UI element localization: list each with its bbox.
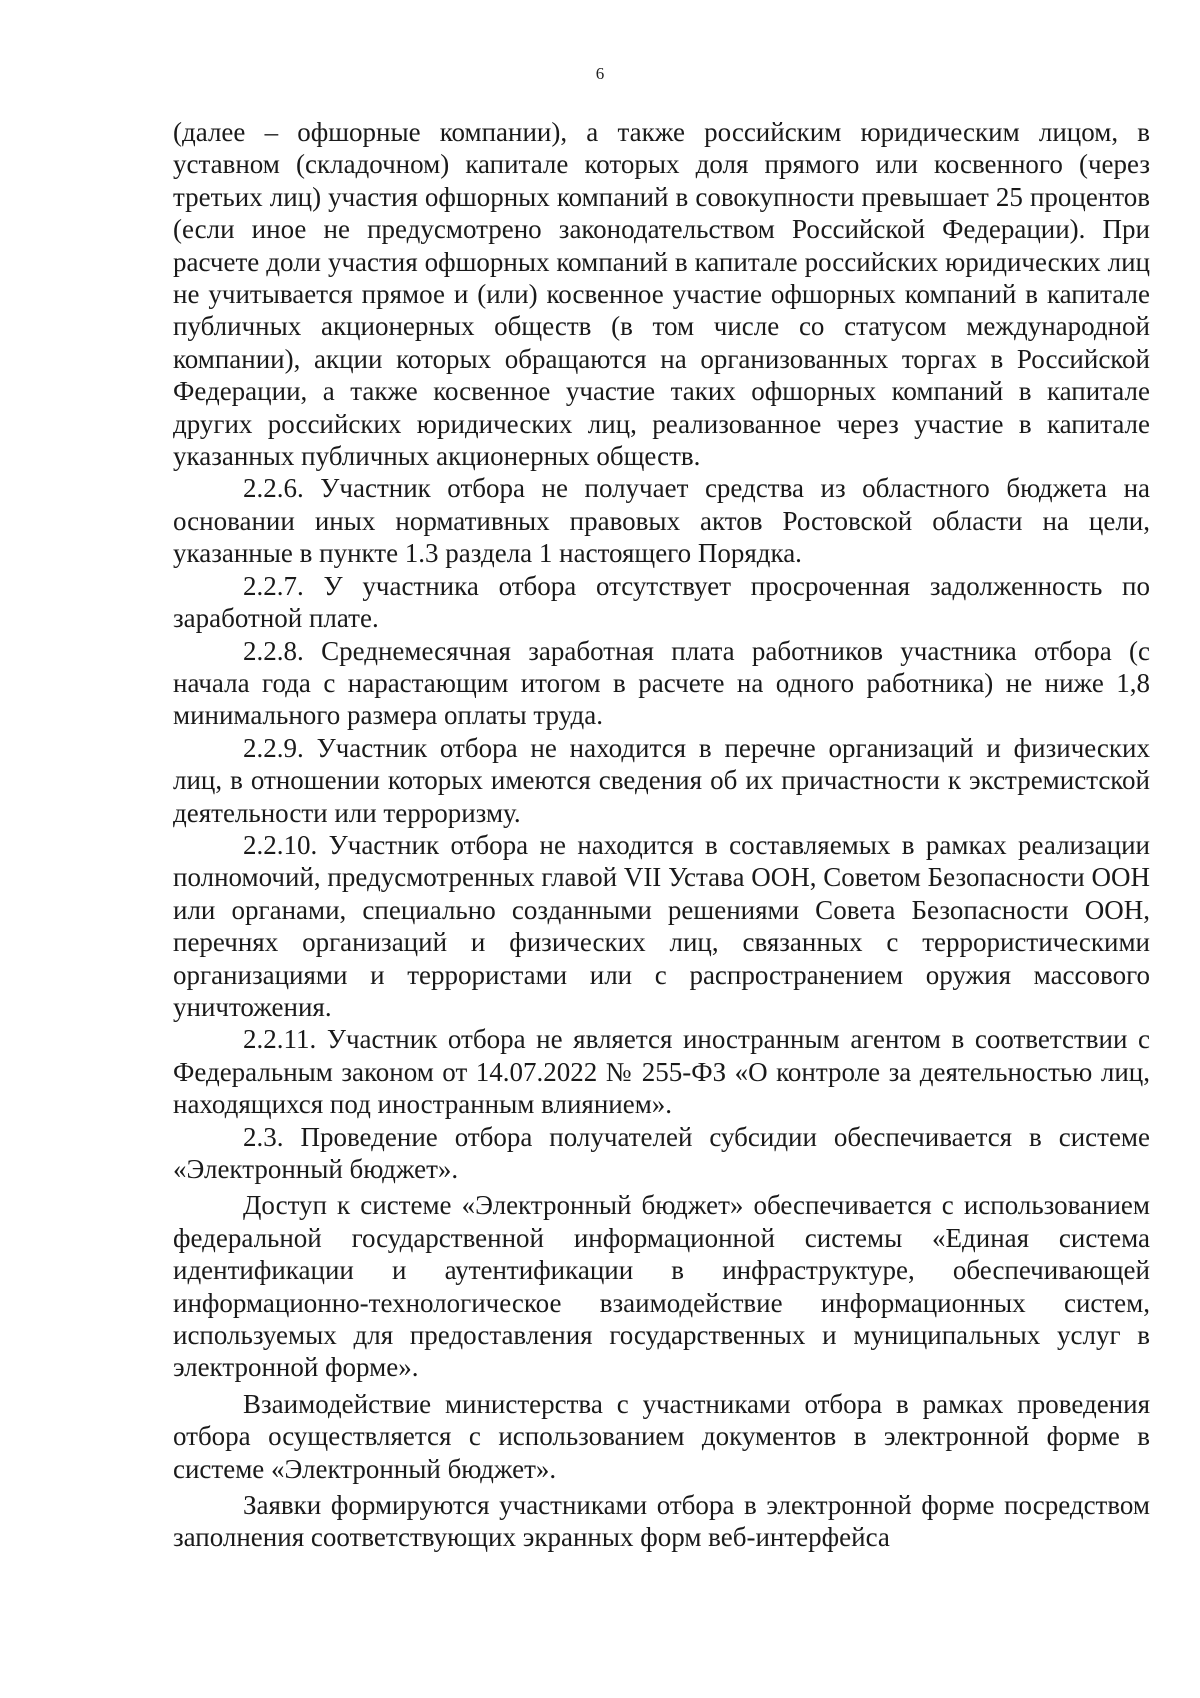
- document-body: [173, 116, 1150, 1554]
- paragraph-clause-2-2-11: 2.2.11. Участник отбора не является иностранным агентом в соответствии с Федеральным законом от 14.07.2022 № 255-ФЗ «О контроле за деятельностью лиц, находящихся под иностранным влиянием».: [173, 1024, 1150, 1120]
- paragraph-offshore-continuation: (далее – офшорные компании), а также российским юридическим лицом, в уставном (складочном) капитале которых доля прямого или косвенного (через третьих лиц) участия офшорных компаний в совокупности превышает 25 процентов (если иное не предусмотрено законодательством Российской Федерации). При расчете доли участия офшорных компаний в капитале российских юридических лиц не учитывается прямое и (или) косвенное участие офшорных компаний в капитале публичных акционерных обществ (в том числе со статусом международной компании), акции которых обращаются на организованных торгах в Российской Федерации, а также косвенное участие таких офшорных компаний в капитале других российских юридических лиц, реализованное через участие в капитале указанных публичных акционерных обществ.: [173, 117, 1150, 472]
- paragraph-access-system: Доступ к системе «Электронный бюджет» обеспечивается с использованием федеральной государственной информационной системы «Единая система идентификации и аутентификации в инфраструктуре, обеспечивающей информационно-технологическое взаимодействие информационных систем, используемых для предоставления государственных и муниципальных услуг в электронной форме».: [173, 1190, 1150, 1383]
- page-number: 6: [595, 64, 605, 83]
- paragraph-clause-2-2-7: 2.2.7. У участника отбора отсутствует просроченная задолженность по заработной плате.: [173, 570, 1150, 634]
- paragraph-clause-2-3: 2.3. Проведение отбора получателей субсидии обеспечивается в системе «Электронный бюджет».: [173, 1121, 1150, 1184]
- paragraph-clause-2-2-6: 2.2.6. Участник отбора не получает средства из областного бюджета на основании иных нормативных правовых актов Ростовской области на цели, указанные в пункте 1.3 раздела 1 настоящего Порядка.: [173, 473, 1150, 569]
- paragraph-clause-2-2-8: 2.2.8. Среднемесячная заработная плата работников участника отбора (с начала года с нарастающим итогом в расчете на одного работника) не ниже 1,8 минимального размера оплаты труда.: [173, 635, 1150, 731]
- paragraph-clause-2-2-9: 2.2.9. Участник отбора не находится в перечне организаций и физических лиц, в отношении которых имеются сведения об их причастности к экстремистской деятельности или терроризму.: [173, 732, 1150, 828]
- paragraph-clause-2-2-10: 2.2.10. Участник отбора не находится в составляемых в рамках реализации полномочий, предусмотренных главой VII Устава ООН, Советом Безопасности ООН или органами, специально созданными решениями Совета Безопасности ООН, перечнях организаций и физических лиц, связанных с террористическими организациями и террористами или с распространением оружия массового уничтожения.: [173, 829, 1150, 1022]
- paragraph-applications: Заявки формируются участниками отбора в электронной форме посредством заполнения соответствующих экранных форм веб-интерфейса: [173, 1490, 1150, 1553]
- paragraph-ministry-interaction: Взаимодействие министерства с участниками отбора в рамках проведения отбора осуществляется с использованием документов в электронной форме в системе «Электронный бюджет».: [173, 1388, 1150, 1484]
